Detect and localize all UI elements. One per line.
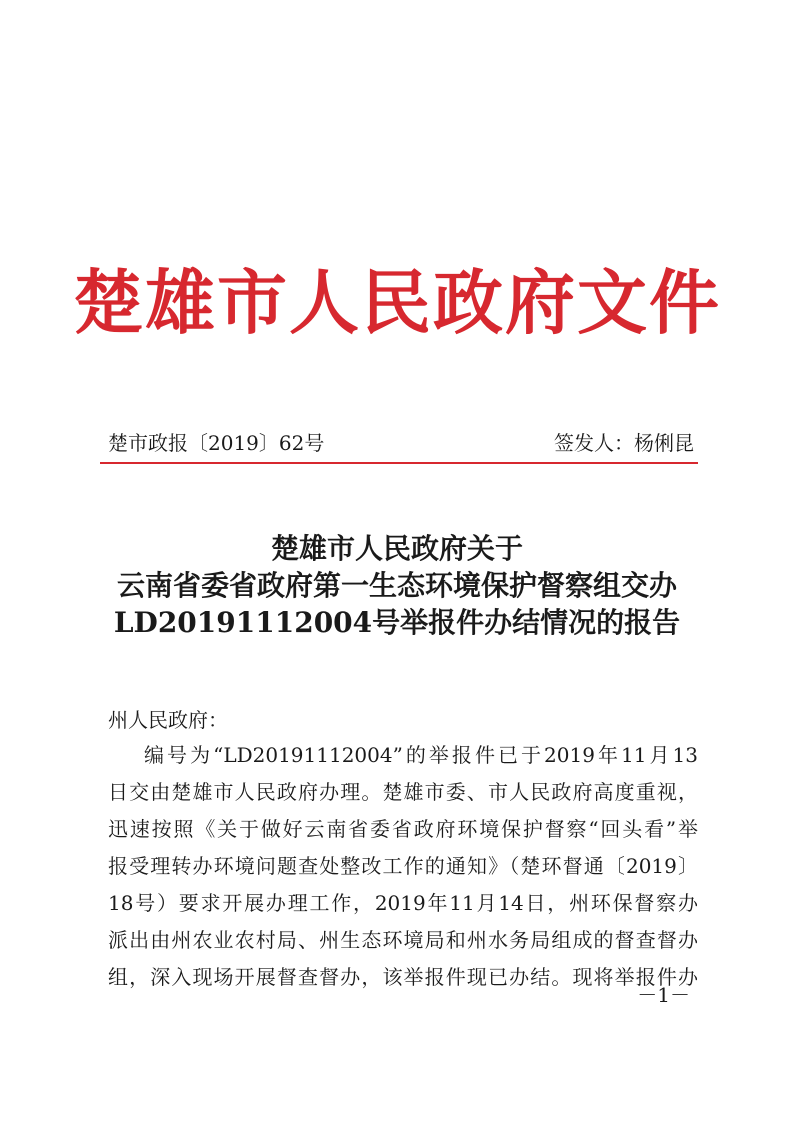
page-number: －1－ (637, 983, 690, 1007)
body-line: 派出由州农业农村局、州生态环境局和州水务局组成的督查督办 (108, 928, 698, 952)
document-signer: 签发人：杨俐昆 (554, 431, 694, 455)
document-masthead: 楚雄市人民政府文件 (73, 261, 721, 344)
body-line: 日交由楚雄市人民政府办理。楚雄市委、市人民政府高度重视， (108, 780, 698, 804)
salutation: 州人民政府： (108, 708, 228, 732)
title-line: LD20191112004号举报件办结情况的报告 (113, 606, 681, 639)
document-number: 楚市政报〔2019〕62号 (108, 431, 325, 455)
body-line: 报受理转办环境问题查处整改工作的通知》（楚环督通〔2019〕 (108, 854, 698, 878)
body-line: 组，深入现场开展督查督办，该举报件现已办结。现将举报件办 (108, 965, 698, 989)
title-line: 云南省委省政府第一生态环境保护督察组交办 (116, 569, 677, 602)
body-line: 迅速按照《关于做好云南省委省政府环境保护督察“回头看”举 (108, 817, 698, 841)
red-separator-rule (100, 462, 698, 464)
body-line: 编号为“LD20191112004”的举报件已于2019年11月13 (144, 743, 698, 767)
document-body (108, 737, 698, 996)
title-line: 楚雄市人民政府关于 (270, 532, 523, 565)
document-title (0, 530, 794, 641)
body-line: 18号）要求开展办理工作，2019年11月14日，州环保督察办 (108, 891, 698, 915)
